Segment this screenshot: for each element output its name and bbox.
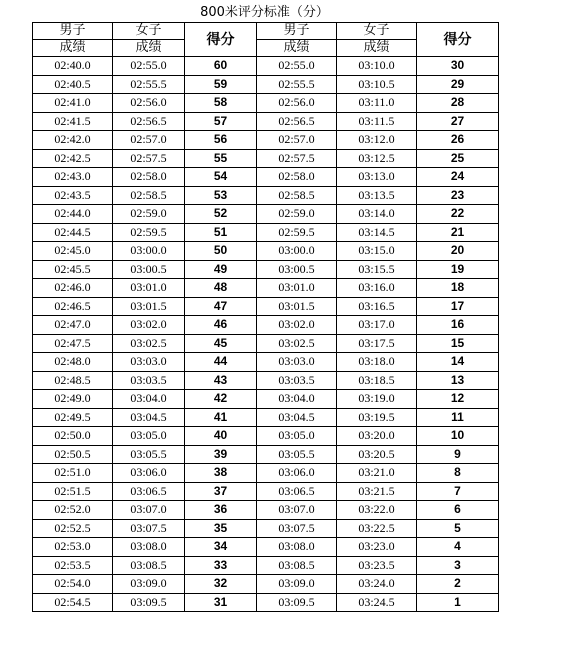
right-score: 24 bbox=[417, 168, 499, 187]
left-female-time: 03:01.5 bbox=[113, 297, 185, 316]
left-score: 34 bbox=[185, 538, 257, 557]
scoring-table bbox=[32, 22, 499, 612]
table-row bbox=[33, 223, 499, 242]
left-female-time: 03:06.0 bbox=[113, 464, 185, 483]
left-score: 45 bbox=[185, 334, 257, 353]
left-score: 40 bbox=[185, 427, 257, 446]
left-female-header: 女子 bbox=[113, 23, 185, 40]
right-female-time: 03:14.0 bbox=[337, 205, 417, 224]
left-female-time: 03:02.5 bbox=[113, 334, 185, 353]
left-female-subheader: 成绩 bbox=[113, 40, 185, 57]
left-male-time: 02:41.0 bbox=[33, 94, 113, 113]
right-score: 11 bbox=[417, 408, 499, 427]
right-female-time: 03:16.0 bbox=[337, 279, 417, 298]
left-female-time: 02:55.0 bbox=[113, 57, 185, 76]
left-score: 43 bbox=[185, 371, 257, 390]
left-female-time: 03:07.5 bbox=[113, 519, 185, 538]
left-score: 52 bbox=[185, 205, 257, 224]
right-male-header: 男子 bbox=[257, 23, 337, 40]
left-score: 51 bbox=[185, 223, 257, 242]
left-male-time: 02:48.5 bbox=[33, 371, 113, 390]
right-male-time: 03:01.0 bbox=[257, 279, 337, 298]
left-score: 39 bbox=[185, 445, 257, 464]
right-male-time: 03:04.5 bbox=[257, 408, 337, 427]
left-male-time: 02:49.0 bbox=[33, 390, 113, 409]
table-row bbox=[33, 75, 499, 94]
left-male-time: 02:47.0 bbox=[33, 316, 113, 335]
right-female-time: 03:19.5 bbox=[337, 408, 417, 427]
right-score: 17 bbox=[417, 297, 499, 316]
table-row bbox=[33, 371, 499, 390]
right-male-time: 02:57.0 bbox=[257, 131, 337, 150]
left-female-time: 03:09.0 bbox=[113, 575, 185, 594]
right-score: 5 bbox=[417, 519, 499, 538]
table-row bbox=[33, 482, 499, 501]
right-score: 4 bbox=[417, 538, 499, 557]
table-row bbox=[33, 501, 499, 520]
left-female-time: 03:07.0 bbox=[113, 501, 185, 520]
right-male-time: 03:06.0 bbox=[257, 464, 337, 483]
left-male-time: 02:53.5 bbox=[33, 556, 113, 575]
left-score: 49 bbox=[185, 260, 257, 279]
right-female-time: 03:23.0 bbox=[337, 538, 417, 557]
table-row bbox=[33, 390, 499, 409]
left-male-time: 02:46.0 bbox=[33, 279, 113, 298]
left-score: 32 bbox=[185, 575, 257, 594]
right-female-time: 03:18.0 bbox=[337, 353, 417, 372]
left-male-time: 02:41.5 bbox=[33, 112, 113, 131]
right-score: 23 bbox=[417, 186, 499, 205]
right-score: 1 bbox=[417, 593, 499, 612]
left-female-time: 03:08.0 bbox=[113, 538, 185, 557]
left-male-time: 02:50.0 bbox=[33, 427, 113, 446]
right-female-time: 03:12.0 bbox=[337, 131, 417, 150]
left-male-time: 02:42.5 bbox=[33, 149, 113, 168]
left-male-time: 02:42.0 bbox=[33, 131, 113, 150]
table-row bbox=[33, 445, 499, 464]
left-female-time: 02:55.5 bbox=[113, 75, 185, 94]
left-male-time: 02:47.5 bbox=[33, 334, 113, 353]
right-male-subheader: 成绩 bbox=[257, 40, 337, 57]
right-score: 19 bbox=[417, 260, 499, 279]
right-female-time: 03:12.5 bbox=[337, 149, 417, 168]
left-female-time: 02:57.0 bbox=[113, 131, 185, 150]
table-row bbox=[33, 316, 499, 335]
left-male-time: 02:54.5 bbox=[33, 593, 113, 612]
table-row bbox=[33, 575, 499, 594]
right-score: 26 bbox=[417, 131, 499, 150]
table-row bbox=[33, 205, 499, 224]
right-male-time: 02:58.5 bbox=[257, 186, 337, 205]
right-score: 6 bbox=[417, 501, 499, 520]
right-score: 12 bbox=[417, 390, 499, 409]
table-body bbox=[33, 57, 499, 612]
right-score: 8 bbox=[417, 464, 499, 483]
table-row bbox=[33, 186, 499, 205]
right-male-time: 02:57.5 bbox=[257, 149, 337, 168]
left-female-time: 03:03.5 bbox=[113, 371, 185, 390]
right-score: 15 bbox=[417, 334, 499, 353]
right-female-time: 03:23.5 bbox=[337, 556, 417, 575]
left-score: 31 bbox=[185, 593, 257, 612]
left-female-time: 02:58.5 bbox=[113, 186, 185, 205]
left-female-time: 03:04.0 bbox=[113, 390, 185, 409]
left-male-time: 02:51.5 bbox=[33, 482, 113, 501]
left-score: 38 bbox=[185, 464, 257, 483]
left-male-time: 02:43.0 bbox=[33, 168, 113, 187]
right-male-time: 03:09.5 bbox=[257, 593, 337, 612]
table-header bbox=[33, 23, 499, 57]
right-female-time: 03:20.5 bbox=[337, 445, 417, 464]
left-female-time: 03:02.0 bbox=[113, 316, 185, 335]
left-female-time: 02:58.0 bbox=[113, 168, 185, 187]
left-male-subheader: 成绩 bbox=[33, 40, 113, 57]
table-row bbox=[33, 131, 499, 150]
left-male-time: 02:54.0 bbox=[33, 575, 113, 594]
table-row bbox=[33, 556, 499, 575]
right-female-time: 03:11.5 bbox=[337, 112, 417, 131]
left-score: 42 bbox=[185, 390, 257, 409]
right-female-time: 03:10.0 bbox=[337, 57, 417, 76]
right-female-time: 03:11.0 bbox=[337, 94, 417, 113]
left-male-time: 02:40.5 bbox=[33, 75, 113, 94]
right-score: 18 bbox=[417, 279, 499, 298]
right-score: 21 bbox=[417, 223, 499, 242]
right-female-time: 03:24.0 bbox=[337, 575, 417, 594]
left-male-time: 02:51.0 bbox=[33, 464, 113, 483]
left-score: 41 bbox=[185, 408, 257, 427]
left-score: 35 bbox=[185, 519, 257, 538]
right-female-time: 03:21.5 bbox=[337, 482, 417, 501]
right-score: 29 bbox=[417, 75, 499, 94]
right-male-time: 03:03.0 bbox=[257, 353, 337, 372]
right-female-header: 女子 bbox=[337, 23, 417, 40]
left-male-time: 02:46.5 bbox=[33, 297, 113, 316]
table-row bbox=[33, 94, 499, 113]
table-row bbox=[33, 57, 499, 76]
left-female-time: 03:09.5 bbox=[113, 593, 185, 612]
right-male-time: 02:55.5 bbox=[257, 75, 337, 94]
left-score: 56 bbox=[185, 131, 257, 150]
right-female-time: 03:10.5 bbox=[337, 75, 417, 94]
left-male-time: 02:49.5 bbox=[33, 408, 113, 427]
left-score: 58 bbox=[185, 94, 257, 113]
right-male-time: 03:02.5 bbox=[257, 334, 337, 353]
left-male-time: 02:52.5 bbox=[33, 519, 113, 538]
right-male-time: 03:08.5 bbox=[257, 556, 337, 575]
left-female-time: 02:56.5 bbox=[113, 112, 185, 131]
left-female-time: 03:04.5 bbox=[113, 408, 185, 427]
left-female-time: 02:59.5 bbox=[113, 223, 185, 242]
right-score: 2 bbox=[417, 575, 499, 594]
left-score: 44 bbox=[185, 353, 257, 372]
left-male-time: 02:40.0 bbox=[33, 57, 113, 76]
left-female-time: 02:59.0 bbox=[113, 205, 185, 224]
right-male-time: 02:58.0 bbox=[257, 168, 337, 187]
left-score: 55 bbox=[185, 149, 257, 168]
left-female-time: 03:00.5 bbox=[113, 260, 185, 279]
page-title: 800米评分标准（分） bbox=[200, 5, 329, 20]
right-female-time: 03:16.5 bbox=[337, 297, 417, 316]
right-female-time: 03:15.0 bbox=[337, 242, 417, 261]
table-row bbox=[33, 538, 499, 557]
table-row bbox=[33, 427, 499, 446]
right-male-time: 03:01.5 bbox=[257, 297, 337, 316]
left-score: 37 bbox=[185, 482, 257, 501]
left-male-header: 男子 bbox=[33, 23, 113, 40]
left-male-time: 02:44.5 bbox=[33, 223, 113, 242]
table-row bbox=[33, 260, 499, 279]
right-male-time: 02:56.5 bbox=[257, 112, 337, 131]
left-score: 54 bbox=[185, 168, 257, 187]
left-male-time: 02:44.0 bbox=[33, 205, 113, 224]
right-male-time: 02:56.0 bbox=[257, 94, 337, 113]
table-row bbox=[33, 149, 499, 168]
right-male-time: 03:03.5 bbox=[257, 371, 337, 390]
left-female-time: 03:05.5 bbox=[113, 445, 185, 464]
right-female-time: 03:13.5 bbox=[337, 186, 417, 205]
table-row bbox=[33, 593, 499, 612]
right-male-time: 03:00.5 bbox=[257, 260, 337, 279]
right-male-time: 03:04.0 bbox=[257, 390, 337, 409]
right-score: 28 bbox=[417, 94, 499, 113]
right-female-time: 03:18.5 bbox=[337, 371, 417, 390]
right-male-time: 02:55.0 bbox=[257, 57, 337, 76]
right-female-time: 03:17.0 bbox=[337, 316, 417, 335]
left-female-time: 02:57.5 bbox=[113, 149, 185, 168]
table-row bbox=[33, 242, 499, 261]
right-female-time: 03:19.0 bbox=[337, 390, 417, 409]
table-row bbox=[33, 168, 499, 187]
right-score: 14 bbox=[417, 353, 499, 372]
left-female-time: 03:05.0 bbox=[113, 427, 185, 446]
left-male-time: 02:48.0 bbox=[33, 353, 113, 372]
left-male-time: 02:45.5 bbox=[33, 260, 113, 279]
right-female-time: 03:15.5 bbox=[337, 260, 417, 279]
right-male-time: 03:09.0 bbox=[257, 575, 337, 594]
left-score: 60 bbox=[185, 57, 257, 76]
left-score: 50 bbox=[185, 242, 257, 261]
left-female-time: 03:03.0 bbox=[113, 353, 185, 372]
left-female-time: 03:08.5 bbox=[113, 556, 185, 575]
right-score: 20 bbox=[417, 242, 499, 261]
right-female-time: 03:20.0 bbox=[337, 427, 417, 446]
left-score-header: 得分 bbox=[185, 23, 257, 57]
right-score: 7 bbox=[417, 482, 499, 501]
left-score: 57 bbox=[185, 112, 257, 131]
right-male-time: 03:02.0 bbox=[257, 316, 337, 335]
right-male-time: 03:00.0 bbox=[257, 242, 337, 261]
left-male-time: 02:53.0 bbox=[33, 538, 113, 557]
table-row bbox=[33, 279, 499, 298]
left-male-time: 02:52.0 bbox=[33, 501, 113, 520]
left-male-time: 02:45.0 bbox=[33, 242, 113, 261]
right-score: 13 bbox=[417, 371, 499, 390]
table-row bbox=[33, 408, 499, 427]
right-score: 10 bbox=[417, 427, 499, 446]
right-score: 27 bbox=[417, 112, 499, 131]
right-score: 30 bbox=[417, 57, 499, 76]
left-score: 59 bbox=[185, 75, 257, 94]
table-row bbox=[33, 334, 499, 353]
right-male-time: 03:07.0 bbox=[257, 501, 337, 520]
right-female-time: 03:14.5 bbox=[337, 223, 417, 242]
right-male-time: 03:05.5 bbox=[257, 445, 337, 464]
left-score: 46 bbox=[185, 316, 257, 335]
right-female-time: 03:17.5 bbox=[337, 334, 417, 353]
right-score-header: 得分 bbox=[417, 23, 499, 57]
right-female-subheader: 成绩 bbox=[337, 40, 417, 57]
left-score: 53 bbox=[185, 186, 257, 205]
right-male-time: 03:07.5 bbox=[257, 519, 337, 538]
right-female-time: 03:21.0 bbox=[337, 464, 417, 483]
left-score: 36 bbox=[185, 501, 257, 520]
table-row bbox=[33, 112, 499, 131]
left-male-time: 02:50.5 bbox=[33, 445, 113, 464]
left-female-time: 02:56.0 bbox=[113, 94, 185, 113]
left-female-time: 03:01.0 bbox=[113, 279, 185, 298]
right-score: 25 bbox=[417, 149, 499, 168]
right-male-time: 03:06.5 bbox=[257, 482, 337, 501]
left-male-time: 02:43.5 bbox=[33, 186, 113, 205]
right-score: 3 bbox=[417, 556, 499, 575]
left-female-time: 03:00.0 bbox=[113, 242, 185, 261]
table-row bbox=[33, 297, 499, 316]
table-row bbox=[33, 519, 499, 538]
right-male-time: 03:08.0 bbox=[257, 538, 337, 557]
right-score: 16 bbox=[417, 316, 499, 335]
left-score: 48 bbox=[185, 279, 257, 298]
right-male-time: 03:05.0 bbox=[257, 427, 337, 446]
right-male-time: 02:59.0 bbox=[257, 205, 337, 224]
right-female-time: 03:24.5 bbox=[337, 593, 417, 612]
table-row bbox=[33, 353, 499, 372]
right-score: 9 bbox=[417, 445, 499, 464]
left-score: 47 bbox=[185, 297, 257, 316]
right-male-time: 02:59.5 bbox=[257, 223, 337, 242]
left-score: 33 bbox=[185, 556, 257, 575]
right-score: 22 bbox=[417, 205, 499, 224]
right-female-time: 03:13.0 bbox=[337, 168, 417, 187]
table-row bbox=[33, 464, 499, 483]
right-female-time: 03:22.5 bbox=[337, 519, 417, 538]
left-female-time: 03:06.5 bbox=[113, 482, 185, 501]
right-female-time: 03:22.0 bbox=[337, 501, 417, 520]
